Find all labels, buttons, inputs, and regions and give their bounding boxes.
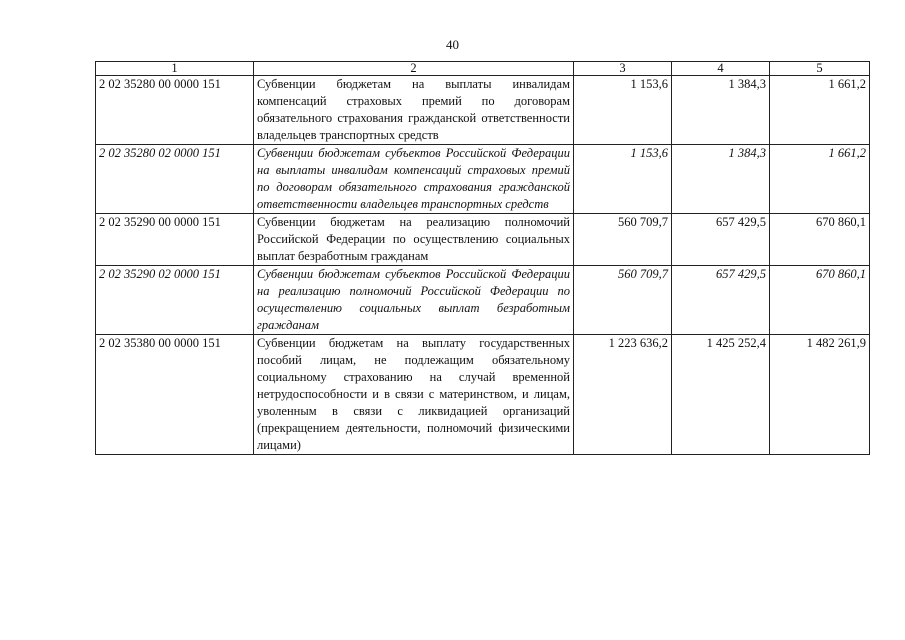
row-value-col4: 657 429,5	[672, 214, 770, 266]
table-row	[96, 76, 870, 145]
header-cell-4: 4	[672, 62, 770, 76]
row-value-col5: 1 661,2	[770, 76, 870, 145]
table-header-row	[96, 62, 870, 76]
row-value-col5: 670 860,1	[770, 266, 870, 335]
row-description: Субвенции бюджетам на выплаты инвалидам компенсаций страховых премий по договорам обязательного страхования гражданской ответственности владельцев транспортных средств	[254, 76, 574, 145]
table-row	[96, 335, 870, 455]
row-value-col5: 1 661,2	[770, 145, 870, 214]
table-row	[96, 145, 870, 214]
row-value-col3: 1 153,6	[574, 145, 672, 214]
header-cell-3: 3	[574, 62, 672, 76]
row-code: 2 02 35280 00 0000 151	[96, 76, 254, 145]
row-description: Субвенции бюджетам субъектов Российской Федерации на реализацию полномочий Российской Федерации по осуществлению социальных выплат безработным гражданам	[254, 266, 574, 335]
row-value-col3: 560 709,7	[574, 266, 672, 335]
table-row	[96, 266, 870, 335]
row-value-col3: 560 709,7	[574, 214, 672, 266]
page-number: 40	[446, 37, 459, 52]
row-value-col5: 670 860,1	[770, 214, 870, 266]
row-description: Субвенции бюджетам на реализацию полномочий Российской Федерации по осуществлению социальных выплат безработным гражданам	[254, 214, 574, 266]
row-value-col5: 1 482 261,9	[770, 335, 870, 455]
row-value-col3: 1 223 636,2	[574, 335, 672, 455]
budget-table	[95, 61, 870, 455]
row-value-col4: 1 384,3	[672, 76, 770, 145]
row-code: 2 02 35290 02 0000 151	[96, 266, 254, 335]
row-value-col3: 1 153,6	[574, 76, 672, 145]
row-value-col4: 1 425 252,4	[672, 335, 770, 455]
row-code: 2 02 35280 02 0000 151	[96, 145, 254, 214]
row-code: 2 02 35290 00 0000 151	[96, 214, 254, 266]
row-value-col4: 1 384,3	[672, 145, 770, 214]
row-code: 2 02 35380 00 0000 151	[96, 335, 254, 455]
row-description: Субвенции бюджетам субъектов Российской Федерации на выплаты инвалидам компенсаций страховых премий по договорам обязательного страхования гражданской ответственности владельцев транспортных средств	[254, 145, 574, 214]
header-cell-5: 5	[770, 62, 870, 76]
row-description: Субвенции бюджетам на выплату государственных пособий лицам, не подлежащим обязательному социальному страхованию на случай временной нетрудоспособности и в связи с материнством, и лицам, уволенным в связи с ликвидацией организаций (прекращением деятельности, полномочий физическими лицами)	[254, 335, 574, 455]
header-cell-1: 1	[96, 62, 254, 76]
header-cell-2: 2	[254, 62, 574, 76]
table-row	[96, 214, 870, 266]
row-value-col4: 657 429,5	[672, 266, 770, 335]
